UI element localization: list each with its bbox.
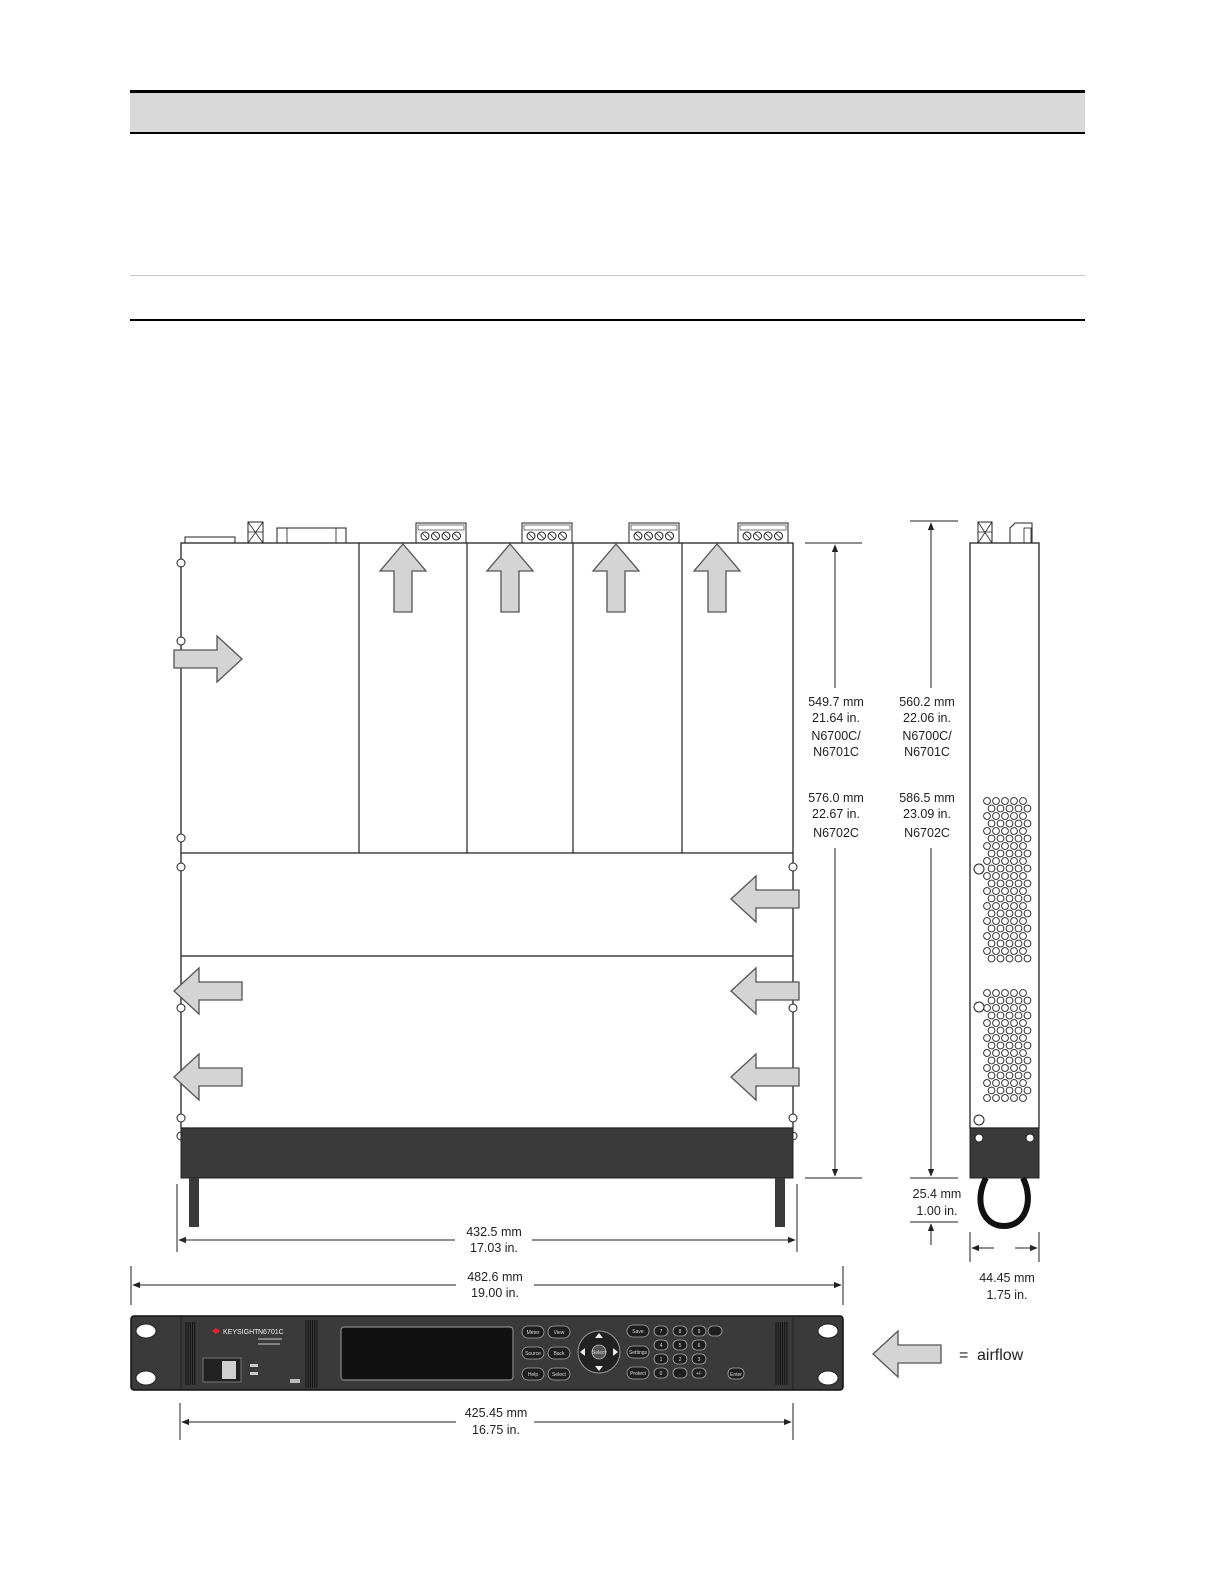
top-depth-a-model1: N6700C/: [811, 729, 861, 743]
vent-hole: [1002, 1035, 1009, 1042]
front-button-label: Source: [525, 1351, 541, 1357]
chassis-width-mm: 432.5 mm: [466, 1225, 522, 1239]
vent-hole: [993, 1095, 1000, 1102]
vent-hole: [1024, 1042, 1031, 1049]
side-depth-b-mm: 586.5 mm: [899, 791, 955, 805]
vent-hole: [1024, 865, 1031, 872]
vent-hole: [997, 1027, 1004, 1034]
top-depth-b-in: 22.67 in.: [812, 807, 860, 821]
vent-hole: [993, 888, 1000, 895]
rack-ear-right: [775, 1178, 785, 1227]
vent-hole: [988, 1072, 995, 1079]
vent-hole: [997, 997, 1004, 1004]
vent-hole: [1020, 1095, 1027, 1102]
front-button-label: Help: [527, 1372, 539, 1378]
vent-hole: [1011, 1035, 1018, 1042]
vent-hole: [1015, 880, 1022, 887]
vent-hole: [1015, 1057, 1022, 1064]
vent-hole: [1011, 990, 1018, 997]
vent-hole: [997, 835, 1004, 842]
front-button-label: View: [553, 1330, 565, 1336]
keypad-key-label: .: [679, 1371, 681, 1377]
rack-ear-left: [189, 1178, 199, 1227]
front-button-label: Protect: [630, 1371, 646, 1377]
side-ground-connector: [978, 522, 992, 543]
top-depth-a-in: 21.64 in.: [812, 711, 860, 725]
vent-hole: [984, 813, 991, 820]
rear-connector-ground: [248, 522, 263, 543]
side-depth-b-in: 23.09 in.: [903, 807, 951, 821]
vent-hole: [997, 925, 1004, 932]
vent-hole: [1006, 850, 1013, 857]
vent-hole: [1002, 1095, 1009, 1102]
vent-hole: [993, 873, 1000, 880]
vent-hole: [993, 1005, 1000, 1012]
vent-hole: [1020, 933, 1027, 940]
depth-dimension-side: [899, 521, 961, 1245]
top-depth-b-model: N6702C: [813, 826, 859, 840]
vent-hole: [984, 858, 991, 865]
vent-hole: [984, 918, 991, 925]
vent-hole: [988, 925, 995, 932]
vent-hole: [993, 828, 1000, 835]
vent-hole: [997, 820, 1004, 827]
keypad-key-label: 1: [659, 1357, 663, 1363]
top-depth-a-model2: N6701C: [813, 745, 859, 759]
side-height-in: 1.75 in.: [986, 1288, 1028, 1302]
vent-hole: [997, 1072, 1004, 1079]
vent-hole: [988, 1012, 995, 1019]
keypad-key-label: 3: [697, 1357, 701, 1363]
side-depth-a-model1: N6700C/: [902, 729, 952, 743]
side-depth-b-model: N6702C: [904, 826, 950, 840]
keypad-key-label: 9: [697, 1329, 701, 1335]
vent-hole: [984, 1095, 991, 1102]
vent-hole: [988, 1087, 995, 1094]
vent-hole: [1015, 1027, 1022, 1034]
vent-hole: [1006, 895, 1013, 902]
vent-hole: [1006, 1012, 1013, 1019]
vent-hole: [993, 903, 1000, 910]
vent-hole: [1024, 835, 1031, 842]
vent-hole: [993, 990, 1000, 997]
vent-hole: [1020, 843, 1027, 850]
vent-hole: [1024, 910, 1031, 917]
vent-hole: [1006, 925, 1013, 932]
vent-hole: [1020, 1005, 1027, 1012]
vent-hole: [1024, 925, 1031, 932]
legend-airflow-label: airflow: [977, 1347, 1024, 1364]
front-button-label: Save: [632, 1329, 644, 1335]
vent-hole: [1002, 1050, 1009, 1057]
vent-hole: [993, 843, 1000, 850]
vent-hole: [993, 948, 1000, 955]
vent-hole: [1015, 955, 1022, 962]
vent-hole: [1011, 1005, 1018, 1012]
vent-hole: [1024, 1087, 1031, 1094]
vent-hole: [988, 895, 995, 902]
keypad-key-label: 6: [697, 1343, 701, 1349]
vent-hole: [1006, 940, 1013, 947]
chassis-width-dimension: [177, 1184, 797, 1255]
vent-hole: [984, 1080, 991, 1087]
vent-hole: [1006, 820, 1013, 827]
front-button-label: Select: [552, 1372, 566, 1378]
vent-hole: [1015, 997, 1022, 1004]
vent-hole: [1002, 1005, 1009, 1012]
vent-hole: [988, 940, 995, 947]
keypad-key-label: 4: [659, 1343, 663, 1349]
vent-hole: [1006, 997, 1013, 1004]
model-label: N6701C: [258, 1329, 284, 1336]
vent-hole: [1015, 1072, 1022, 1079]
vent-hole: [1002, 858, 1009, 865]
output-terminal-1: [416, 523, 466, 543]
vent-hole: [1011, 873, 1018, 880]
vent-hole: [993, 858, 1000, 865]
side-depth-a-mm: 560.2 mm: [899, 695, 955, 709]
vent-hole: [1024, 895, 1031, 902]
vent-hole: [1002, 873, 1009, 880]
vent-hole: [1006, 1087, 1013, 1094]
vent-hole: [988, 997, 995, 1004]
legend-equals: =: [959, 1347, 969, 1364]
vent-hole: [1002, 843, 1009, 850]
rack-width-in: 19.00 in.: [471, 1286, 519, 1300]
vent-hole: [1011, 1020, 1018, 1027]
vent-hole: [1011, 1080, 1018, 1087]
vent-hole: [1020, 1065, 1027, 1072]
vent-hole: [1006, 880, 1013, 887]
vent-hole: [988, 955, 995, 962]
vent-hole: [1002, 1020, 1009, 1027]
chassis-width-in: 17.03 in.: [470, 1241, 518, 1255]
vent-hole: [1006, 805, 1013, 812]
vent-hole: [1024, 955, 1031, 962]
vent-hole: [984, 1005, 991, 1012]
vent-hole: [988, 1027, 995, 1034]
vent-hole: [993, 813, 1000, 820]
vent-hole: [1024, 1072, 1031, 1079]
vent-hole: [1024, 820, 1031, 827]
side-view: [970, 522, 1039, 1226]
enter-key-label: Enter: [730, 1372, 742, 1378]
rear-connector-ac: [185, 537, 235, 543]
vent-hole: [1011, 918, 1018, 925]
rack-hole-bottom-right: [818, 1371, 838, 1385]
vent-hole: [1020, 858, 1027, 865]
vent-hole: [1015, 925, 1022, 932]
vent-hole: [1020, 1050, 1027, 1057]
vent-hole: [993, 798, 1000, 805]
vent-hole: [984, 1065, 991, 1072]
vent-hole: [1002, 888, 1009, 895]
vent-hole: [1002, 903, 1009, 910]
front-button-label: Back: [553, 1351, 565, 1357]
output-terminal-3: [629, 523, 679, 543]
vent-hole: [1024, 940, 1031, 947]
rack-width-dimension: [131, 1266, 843, 1305]
vent-hole: [1015, 910, 1022, 917]
vent-hole: [1011, 828, 1018, 835]
vent-hole: [984, 948, 991, 955]
vent-hole: [1002, 798, 1009, 805]
front-bezel-band: [181, 1128, 793, 1178]
vent-hole: [984, 798, 991, 805]
side-depth-a-model2: N6701C: [904, 745, 950, 759]
vent-hole: [1020, 918, 1027, 925]
vent-hole: [1011, 903, 1018, 910]
vent-hole: [988, 880, 995, 887]
vent-hole: [984, 1050, 991, 1057]
vent-hole: [1002, 1065, 1009, 1072]
vent-hole: [1011, 798, 1018, 805]
vent-hole: [1020, 798, 1027, 805]
top-depth-b-mm: 576.0 mm: [808, 791, 864, 805]
chassis-outline: [181, 543, 793, 1128]
vent-hole: [997, 955, 1004, 962]
front-display: [341, 1327, 513, 1380]
keypad-key-label: 7: [659, 1329, 663, 1335]
vent-hole: [988, 820, 995, 827]
top-view: [174, 522, 799, 1227]
front-button-label: Meter: [526, 1330, 540, 1336]
keypad-key-label: 8: [678, 1329, 682, 1335]
output-terminal-2: [522, 523, 572, 543]
rear-connector-db: [277, 528, 346, 543]
keypad-key-label: 0: [659, 1371, 663, 1377]
vent-hole: [984, 933, 991, 940]
vent-hole: [988, 850, 995, 857]
vent-hole: [1006, 1042, 1013, 1049]
vent-hole: [1002, 828, 1009, 835]
vent-hole: [993, 1080, 1000, 1087]
vent-hole: [1002, 1080, 1009, 1087]
vent-hole: [1024, 997, 1031, 1004]
vent-hole: [1015, 1012, 1022, 1019]
vent-hole: [997, 865, 1004, 872]
vent-hole: [1002, 933, 1009, 940]
brand-label: KEYSIGHT: [223, 1329, 259, 1336]
vent-hole: [997, 910, 1004, 917]
rack-width-mm: 482.6 mm: [467, 1270, 523, 1284]
airflow-legend: [873, 1331, 1024, 1377]
vent-hole: [1006, 835, 1013, 842]
foot-height-in: 1.00 in.: [916, 1204, 958, 1218]
rack-hole-top-right: [818, 1324, 838, 1338]
top-depth-a-mm: 549.7 mm: [808, 695, 864, 709]
vent-hole: [1002, 948, 1009, 955]
vent-hole: [1024, 880, 1031, 887]
vent-hole: [1002, 990, 1009, 997]
vent-hole: [1024, 805, 1031, 812]
vent-hole: [1011, 1095, 1018, 1102]
right-button-group: [627, 1325, 649, 1379]
vent-hole: [1011, 1050, 1018, 1057]
vent-hole: [1020, 828, 1027, 835]
keypad-key-label: +/-: [696, 1371, 702, 1377]
vent-hole: [1020, 903, 1027, 910]
vent-hole: [1020, 1020, 1027, 1027]
vent-hole: [993, 1035, 1000, 1042]
side-height-dimension: [970, 1232, 1039, 1302]
foot-height-mm: 25.4 mm: [912, 1187, 962, 1201]
vent-hole: [988, 865, 995, 872]
vent-hole: [984, 1020, 991, 1027]
vent-hole: [1006, 865, 1013, 872]
vent-hole: [1011, 948, 1018, 955]
vent-hole: [997, 1042, 1004, 1049]
power-switch-rocker: [222, 1361, 236, 1379]
vent-hole: [997, 880, 1004, 887]
rack-hole-bottom-left: [136, 1371, 156, 1385]
vent-hole: [1024, 850, 1031, 857]
vent-hole: [997, 850, 1004, 857]
vent-hole: [997, 805, 1004, 812]
vent-hole: [1020, 948, 1027, 955]
vent-hole: [988, 910, 995, 917]
vent-hole: [1020, 1035, 1027, 1042]
legend-airflow-arrow-icon: [873, 1331, 941, 1377]
vent-hole: [1015, 1087, 1022, 1094]
vent-hole: [1011, 843, 1018, 850]
vent-hole: [993, 918, 1000, 925]
vent-hole: [988, 805, 995, 812]
vent-hole: [984, 990, 991, 997]
depth-dimension-top: [805, 543, 864, 1178]
keypad-key-label: 5: [678, 1343, 682, 1349]
vent-hole: [1020, 813, 1027, 820]
vent-hole: [1024, 1027, 1031, 1034]
vent-hole: [1011, 933, 1018, 940]
vent-hole: [1015, 940, 1022, 947]
vent-hole: [1020, 990, 1027, 997]
vent-hole: [1011, 858, 1018, 865]
vent-hole: [1006, 1057, 1013, 1064]
vent-hole: [984, 843, 991, 850]
vent-hole: [1020, 873, 1027, 880]
vent-hole: [984, 888, 991, 895]
vent-hole: [997, 1012, 1004, 1019]
vent-hole: [1006, 1027, 1013, 1034]
vent-hole: [1002, 813, 1009, 820]
vent-hole: [984, 1035, 991, 1042]
vent-hole: [988, 1057, 995, 1064]
output-terminal-4: [738, 523, 788, 543]
vent-hole: [984, 903, 991, 910]
vent-hole: [984, 873, 991, 880]
vent-hole: [997, 895, 1004, 902]
vent-hole: [1015, 805, 1022, 812]
vent-hole: [1015, 820, 1022, 827]
vent-hole: [993, 1065, 1000, 1072]
vent-hole: [1024, 1057, 1031, 1064]
vent-hole: [1006, 1072, 1013, 1079]
vent-hole: [1020, 888, 1027, 895]
vent-hole: [1015, 835, 1022, 842]
vent-hole: [988, 835, 995, 842]
vent-hole: [1006, 955, 1013, 962]
vent-hole: [1015, 865, 1022, 872]
nav-select-label: Select: [592, 1350, 606, 1356]
vent-hole: [997, 940, 1004, 947]
vent-hole: [1015, 1042, 1022, 1049]
side-depth-a-in: 22.06 in.: [903, 711, 951, 725]
front-width-in: 16.75 in.: [472, 1423, 520, 1437]
handle: [980, 1178, 1027, 1226]
vent-hole: [1015, 850, 1022, 857]
vent-hole: [997, 1057, 1004, 1064]
vent-hole: [1011, 1065, 1018, 1072]
vent-hole: [1002, 918, 1009, 925]
front-width-dimension: [180, 1403, 793, 1440]
vent-hole: [984, 828, 991, 835]
vent-hole: [1015, 895, 1022, 902]
vent-hole: [988, 1042, 995, 1049]
front-view: [131, 1316, 843, 1390]
side-height-mm: 44.45 mm: [979, 1271, 1035, 1285]
vent-hole: [997, 1087, 1004, 1094]
front-button-label: Settings: [628, 1350, 648, 1356]
front-width-mm: 425.45 mm: [464, 1406, 528, 1420]
vent-hole: [1011, 888, 1018, 895]
keypad-key-label: 2: [678, 1357, 682, 1363]
vent-hole: [993, 1050, 1000, 1057]
vent-hole: [1006, 910, 1013, 917]
vent-hole: [993, 933, 1000, 940]
vent-hole: [1020, 1080, 1027, 1087]
vent-hole: [1011, 813, 1018, 820]
keypad-key[interactable]: [708, 1326, 722, 1336]
rack-hole-top-left: [136, 1324, 156, 1338]
vent-hole: [1024, 1012, 1031, 1019]
vent-hole: [993, 1020, 1000, 1027]
